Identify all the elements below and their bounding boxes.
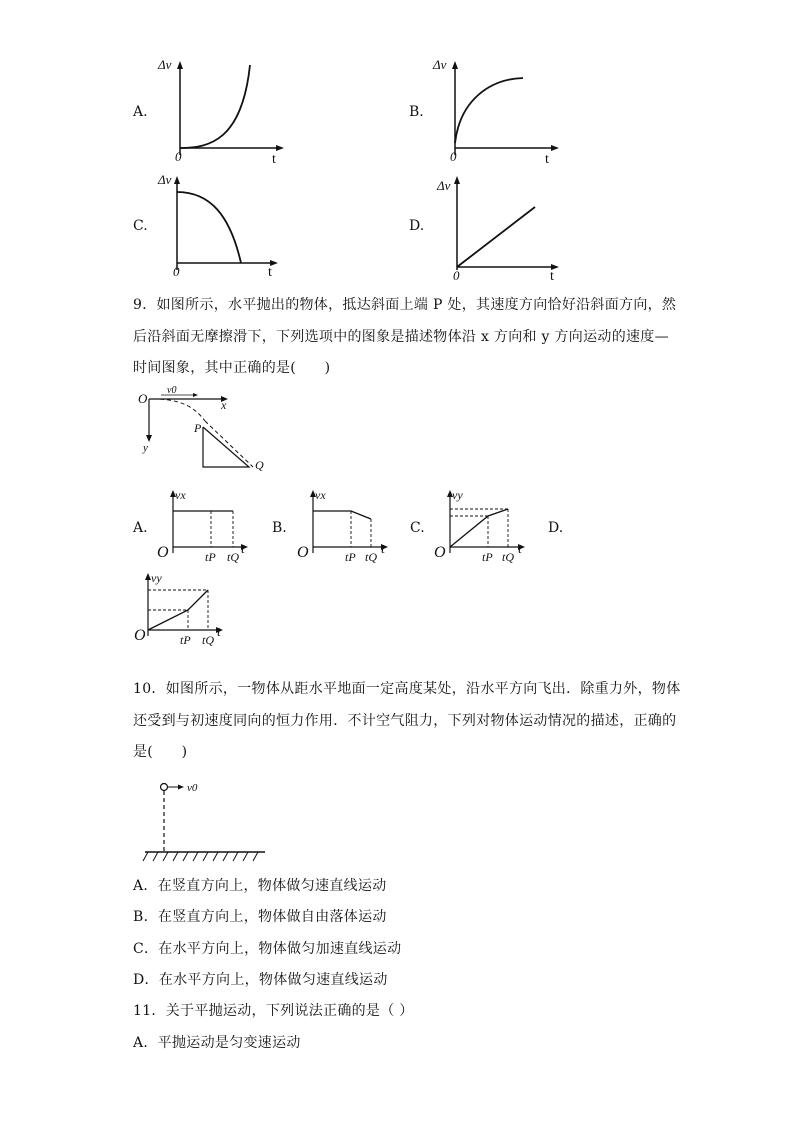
q8-option-b-label: B. — [409, 104, 424, 120]
q9-option-c-label: C. — [410, 520, 425, 536]
q9a-axis-label: vx — [175, 488, 186, 502]
q9-fig-p: P — [194, 421, 202, 435]
q10-text-line-1: 10．如图所示，一物体从距水平地面一定高度某处，沿水平方向飞出．除重力外，物体 — [133, 681, 681, 697]
q9b-t: t — [381, 542, 385, 557]
q8a-y-axis-label: Δv — [158, 57, 172, 72]
q9-fig-origin: O — [138, 391, 148, 406]
q9-text-line-3: 时间图象，其中正确的是( ) — [133, 360, 331, 376]
q9-fig-v0: v0 — [167, 385, 177, 396]
q9c-axis-label: vy — [452, 488, 463, 502]
q10-option-d: D．在水平方向上，物体做匀速直线运动 — [133, 972, 388, 988]
q8d-y-axis-label: Δv — [437, 178, 451, 193]
q10-fig-v0: v0 — [187, 782, 198, 794]
q9-text-line-2: 后沿斜面无摩擦滑下，下列选项中的图象是描述物体沿 x 方向和 y 方向运动的速度— — [133, 329, 669, 345]
q8a-x-axis-label: t — [272, 152, 276, 167]
q9-graph-c — [430, 485, 540, 567]
q8d-origin: 0 — [453, 268, 460, 283]
q8d-x-axis-label: t — [550, 269, 554, 284]
q9b-tq: tQ — [365, 550, 377, 564]
q9-graph-b — [293, 485, 403, 567]
q11-option-a: A．平抛运动是匀变速运动 — [133, 1035, 301, 1051]
q9-option-a-label: A. — [133, 520, 148, 536]
q11-text-line-1: 11．关于平抛运动，下列说法正确的是（ ） — [133, 1003, 414, 1019]
q9a-origin: O — [157, 544, 169, 561]
q10-figure — [140, 775, 270, 865]
q8-option-d-label: D. — [409, 218, 425, 234]
q8-option-a-label: A. — [133, 104, 148, 120]
q8-graph-d — [425, 170, 565, 285]
q8c-origin: 0 — [173, 264, 180, 279]
q9c-origin: O — [434, 544, 446, 561]
q9a-t: t — [241, 542, 245, 557]
q9-graph-a — [153, 485, 263, 567]
q9-fig-y: y — [143, 442, 148, 454]
q10-option-a: A．在竖直方向上，物体做匀速直线运动 — [133, 878, 387, 894]
q9d-axis-label: vy — [151, 571, 162, 585]
q9c-t: t — [518, 542, 522, 557]
q9-fig-q: Q — [255, 458, 264, 472]
q8-graph-b — [425, 55, 565, 170]
q9d-origin: O — [134, 627, 146, 644]
q9-text-line-1: 9．如图所示，水平抛出的物体，抵达斜面上端 P 处，其速度方向恰好沿斜面方向，然 — [133, 297, 677, 313]
q9-fig-x: x — [221, 398, 227, 412]
q8b-origin: 0 — [450, 149, 457, 164]
q8b-y-axis-label: Δv — [433, 57, 447, 72]
q9-figure — [133, 385, 273, 475]
q10-text-line-2: 还受到与初速度同向的恒力作用．不计空气阻力，下列对物体运动情况的描述，正确的 — [133, 713, 677, 729]
q8a-origin: 0 — [175, 149, 182, 164]
q9-option-d-label: D. — [548, 520, 564, 536]
q9d-t: t — [217, 625, 221, 640]
q8-option-c-label: C. — [133, 218, 148, 234]
q8c-x-axis-label: t — [268, 265, 272, 280]
q9c-tq: tQ — [502, 550, 514, 564]
q8c-y-axis-label: Δv — [158, 172, 172, 187]
q9d-tq: tQ — [202, 633, 214, 647]
q8b-x-axis-label: t — [545, 152, 549, 167]
q9d-tp: tP — [180, 633, 191, 647]
q9c-tp: tP — [482, 550, 493, 564]
q9b-origin: O — [297, 544, 309, 561]
q8-graph-a — [150, 55, 290, 170]
q10-option-c: C．在水平方向上，物体做匀加速直线运动 — [133, 941, 402, 957]
q9-graph-d — [133, 568, 243, 650]
q9-option-b-label: B. — [272, 520, 287, 536]
q10-option-b: B．在竖直方向上，物体做自由落体运动 — [133, 909, 387, 925]
q10-text-line-3: 是( ) — [133, 744, 188, 760]
q8-graph-c — [150, 170, 290, 285]
q9a-tp: tP — [205, 550, 216, 564]
q9a-tq: tQ — [227, 550, 239, 564]
q9b-axis-label: vx — [315, 488, 326, 502]
q9b-tp: tP — [345, 550, 356, 564]
